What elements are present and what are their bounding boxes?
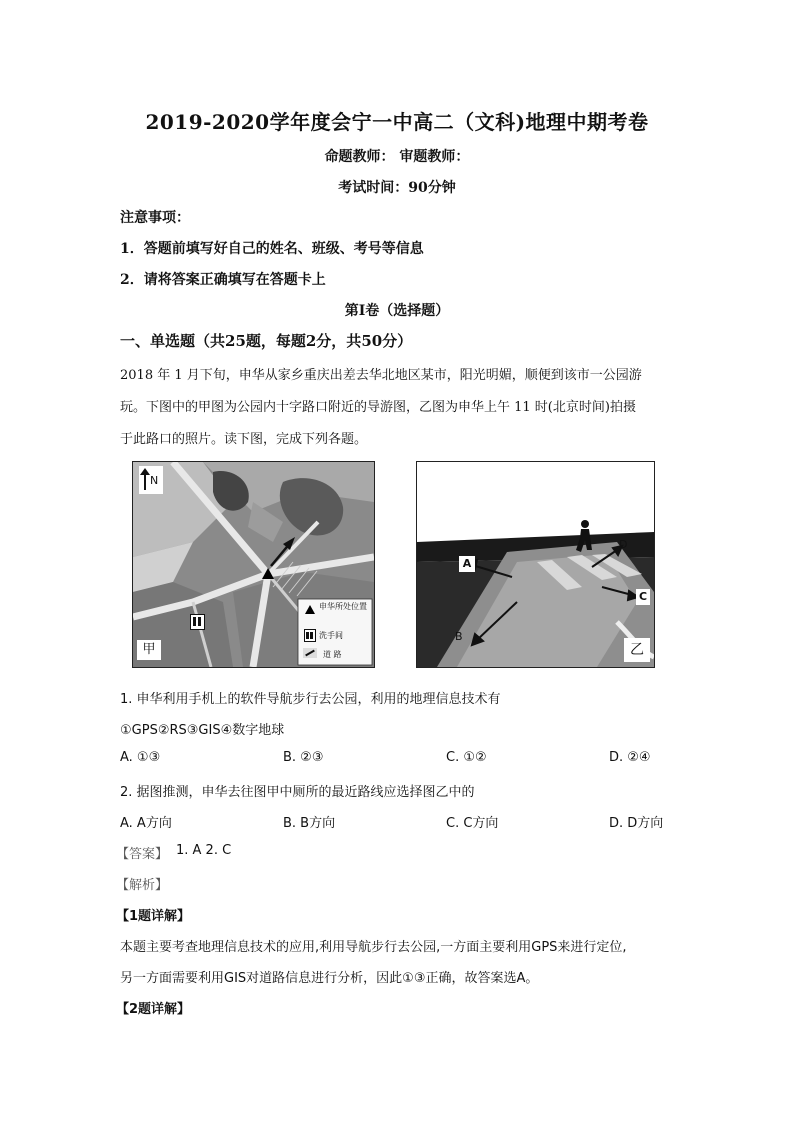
legend-toilet-label: 洗手间 — [319, 631, 343, 640]
section-heading: 一、单选题（共25题，每题2分，共50分） — [120, 332, 413, 350]
figure-yi-label: 乙 — [624, 638, 650, 662]
intro-line-3: 于此路口的照片。读下图，完成下列各题。 — [120, 432, 368, 447]
direction-c-label: C — [636, 589, 650, 605]
figure-jia-map — [132, 461, 375, 668]
analysis-paragraph-1-line-1: 本题主要考查地理信息技术的应用,利用导航步行去公园,一方面主要利用GPS来进行定位, — [120, 940, 627, 955]
answer-text: 1. A 2. C — [176, 843, 232, 858]
q1-option-d: D. ②④ — [609, 750, 651, 765]
direction-d-label: D — [619, 538, 628, 551]
figure-yi-photo — [416, 461, 655, 668]
exam-title: 2019-2020学年度会宁一中高二（文科)地理中期考卷 — [145, 110, 649, 134]
north-arrow-icon — [139, 466, 163, 494]
analysis-heading-1: 【1题详解】 — [116, 909, 191, 924]
analysis-tag: 【解析】 — [116, 878, 169, 893]
answer-tag: 【答案】 — [116, 847, 169, 862]
direction-b-label: B — [455, 630, 463, 643]
q1-items: ①GPS②RS③GIS④数字地球 — [120, 723, 285, 738]
q2-option-b: B. B方向 — [283, 816, 336, 831]
north-label: N — [150, 474, 159, 487]
q1-option-b: B. ②③ — [283, 750, 324, 765]
q1-stem: 1. 申华利用手机上的软件导航步行去公园，利用的地理信息技术有 — [120, 692, 501, 707]
analysis-paragraph-1-line-2: 另一方面需要利用GIS对道路信息进行分析，因此①③正确，故答案选A。 — [120, 971, 539, 986]
notes-heading: 注意事项： — [120, 210, 190, 226]
photo-graphic — [417, 462, 654, 667]
legend-road-label: 道 路 — [323, 650, 342, 659]
legend-position-icon — [305, 605, 315, 614]
note-item-1: 1．答题前填写好自己的姓名、班级、考号等信息 — [120, 241, 424, 257]
toilet-icon — [190, 614, 205, 630]
legend-road-icon — [303, 648, 317, 658]
direction-a-label: A — [459, 556, 475, 572]
teacher-line: 命题教师： 审题教师： — [324, 149, 470, 165]
intro-line-1: 2018 年 1 月下旬，申华从家乡重庆出差去华北地区某市，阳光明媚，顺便到该市一公园游 — [120, 368, 642, 383]
q2-option-a: A. A方向 — [120, 816, 172, 831]
q2-option-d: D. D方向 — [609, 816, 664, 831]
note-item-2: 2．请将答案正确填写在答题卡上 — [120, 272, 326, 288]
q2-option-c: C. C方向 — [446, 816, 499, 831]
intro-line-2: 玩。下图中的甲图为公园内十字路口附近的导游图，乙图为申华上午 11 时(北京时间)拍摄 — [120, 400, 636, 415]
exam-time: 考试时间：90分钟 — [338, 180, 456, 196]
q1-option-a: A. ①③ — [120, 750, 161, 765]
figure-jia-label: 甲 — [137, 640, 161, 660]
q2-stem: 2. 据图推测，申华去往图甲中厕所的最近路线应选择图乙中的 — [120, 785, 475, 800]
legend-toilet-icon — [304, 629, 316, 642]
part-heading: 第I卷（选择题） — [344, 303, 450, 319]
legend-position-label: 申华所处位置 — [319, 602, 367, 611]
q1-option-c: C. ①② — [446, 750, 487, 765]
current-position-icon — [262, 568, 274, 579]
analysis-heading-2: 【2题详解】 — [116, 1002, 191, 1017]
